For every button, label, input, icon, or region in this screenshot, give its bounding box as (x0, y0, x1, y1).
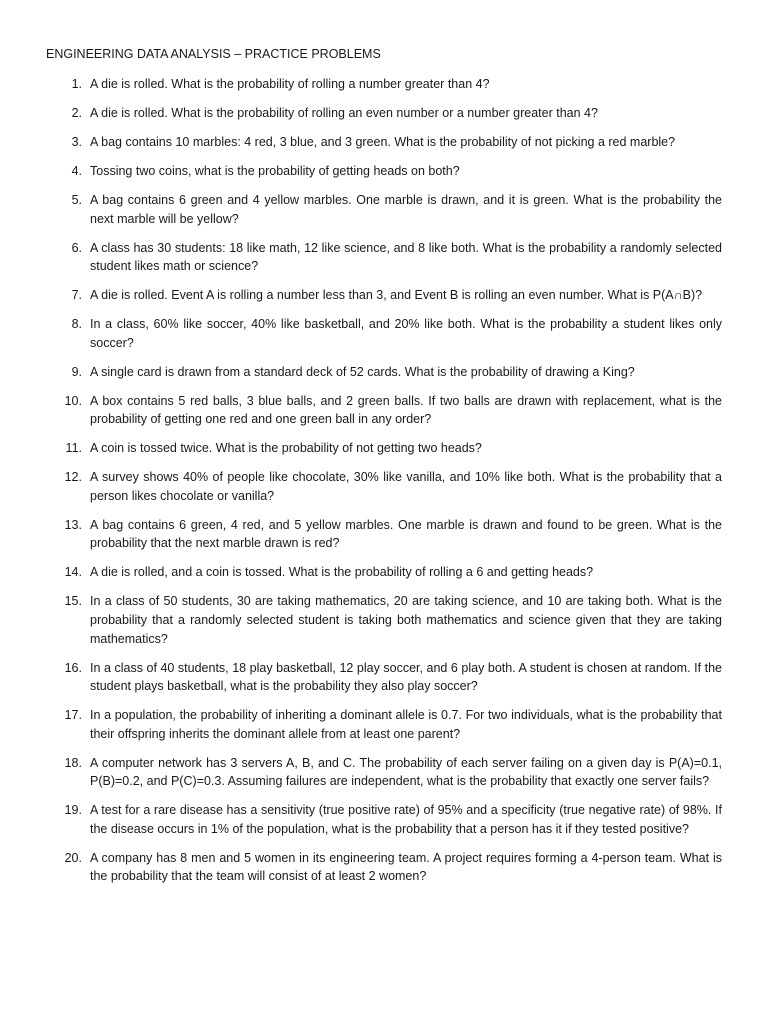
problem-text: In a class of 50 students, 30 are taking mathematics, 20 are taking science, and 10 are taking both. What is the probability that a randomly selected student is taking both mathematics and science given that they are taking mathematics? (90, 594, 722, 646)
problem-number: 6. (71, 240, 82, 255)
problem-item (46, 363, 722, 382)
problem-number: 16. (64, 660, 82, 675)
problem-number: 19. (64, 803, 82, 818)
problem-text: A company has 8 men and 5 women in its engineering team. A project requires forming a 4-person team. What is the probability that the team will consist of at least 2 women? (90, 850, 722, 884)
problem-text: A bag contains 6 green and 4 yellow marbles. One marble is drawn, and it is green. What is the probability the next marble will be yellow? (90, 192, 722, 226)
problem-number: 20. (64, 850, 82, 865)
problem-number: 5. (71, 192, 82, 207)
problem-item (46, 706, 722, 743)
problem-number: 10. (64, 393, 82, 408)
problem-number: 1. (71, 77, 82, 91)
problem-number: 3. (71, 134, 82, 149)
problem-item (46, 286, 722, 305)
problem-number: 13. (64, 517, 82, 532)
problem-text: Tossing two coins, what is the probability of getting heads on both? (90, 163, 460, 178)
problem-text: A class has 30 students: 18 like math, 12 like science, and 8 like both. What is the probability a randomly selected student likes math or science? (90, 240, 722, 274)
problem-text: A test for a rare disease has a sensitivity (true positive rate) of 95% and a specificity (true negative rate) of 98%. If the disease occurs in 1% of the population, what is the probability that a person has it if they tested positive? (90, 803, 722, 836)
problem-item (46, 191, 722, 228)
problem-item (46, 439, 722, 458)
problem-item (46, 801, 722, 838)
problem-text: A computer network has 3 servers A, B, and C. The probability of each server failing on a given day is P(A)=0.1, P(B)=0.2, and P(C)=0.3. Assuming failures are independent, what is the probability that exactly one server fails? (90, 755, 722, 789)
problem-item (46, 849, 722, 886)
problem-item (46, 468, 722, 505)
problem-item (46, 392, 722, 429)
problem-text: A survey shows 40% of people like chocolate, 30% like vanilla, and 10% like both. What is the probability that a person likes chocolate or vanilla? (90, 470, 722, 503)
problem-number: 12. (64, 470, 82, 485)
problem-text: A die is rolled. Event A is rolling a number less than 3, and Event B is rolling an even number. What is P(A∩B)? (90, 288, 703, 303)
problem-text: In a population, the probability of inheriting a dominant allele is 0.7. For two individuals, what is the probability that their offspring inherits the dominant allele from at least one parent? (90, 708, 722, 741)
problem-number: 4. (71, 163, 82, 178)
problem-number: 9. (71, 364, 82, 379)
problem-item (46, 162, 722, 181)
problem-item (46, 75, 722, 94)
problem-item (46, 133, 722, 152)
problem-text: A coin is tossed twice. What is the probability of not getting two heads? (90, 441, 482, 456)
problem-text: A die is rolled, and a coin is tossed. What is the probability of rolling a 6 and getting heads? (90, 565, 594, 580)
problem-number: 18. (64, 755, 82, 770)
problem-item (46, 659, 722, 696)
problem-item (46, 592, 722, 648)
problem-text: A die is rolled. What is the probability of rolling an even number or a number greater than 4? (90, 105, 598, 120)
document-title: ENGINEERING DATA ANALYSIS – PRACTICE PROBLEMS (46, 47, 381, 61)
problem-item (46, 239, 722, 276)
problem-text: In a class, 60% like soccer, 40% like basketball, and 20% like both. What is the probability a student likes only soccer? (90, 317, 722, 350)
problem-text: A bag contains 6 green, 4 red, and 5 yellow marbles. One marble is drawn and found to be green. What is the probability that the next marble drawn is red? (90, 517, 722, 551)
problem-item (46, 563, 722, 582)
problem-number: 14. (64, 565, 82, 580)
problem-text: A single card is drawn from a standard deck of 52 cards. What is the probability of drawing a King? (90, 364, 635, 379)
problem-item (46, 516, 722, 553)
problem-text: A bag contains 10 marbles: 4 red, 3 blue, and 3 green. What is the probability of not picking a red marble? (90, 134, 676, 149)
problem-list (46, 75, 722, 886)
problem-number: 7. (71, 288, 82, 303)
problem-number: 11. (65, 441, 82, 456)
problem-item (46, 104, 722, 123)
problem-item (46, 315, 722, 352)
problem-number: 8. (71, 317, 82, 332)
problem-text: A box contains 5 red balls, 3 blue balls, and 2 green balls. If two balls are drawn with replacement, what is the probability of getting one red and one green ball in any order? (90, 393, 722, 427)
problem-number: 15. (64, 594, 82, 609)
problem-text: A die is rolled. What is the probability of rolling a number greater than 4? (90, 77, 490, 91)
problem-item (46, 754, 722, 791)
problem-number: 2. (71, 105, 82, 120)
problem-text: In a class of 40 students, 18 play basketball, 12 play soccer, and 6 play both. A student is chosen at random. If the student plays basketball, what is the probability they also play soccer? (90, 660, 722, 694)
problem-number: 17. (64, 708, 82, 723)
